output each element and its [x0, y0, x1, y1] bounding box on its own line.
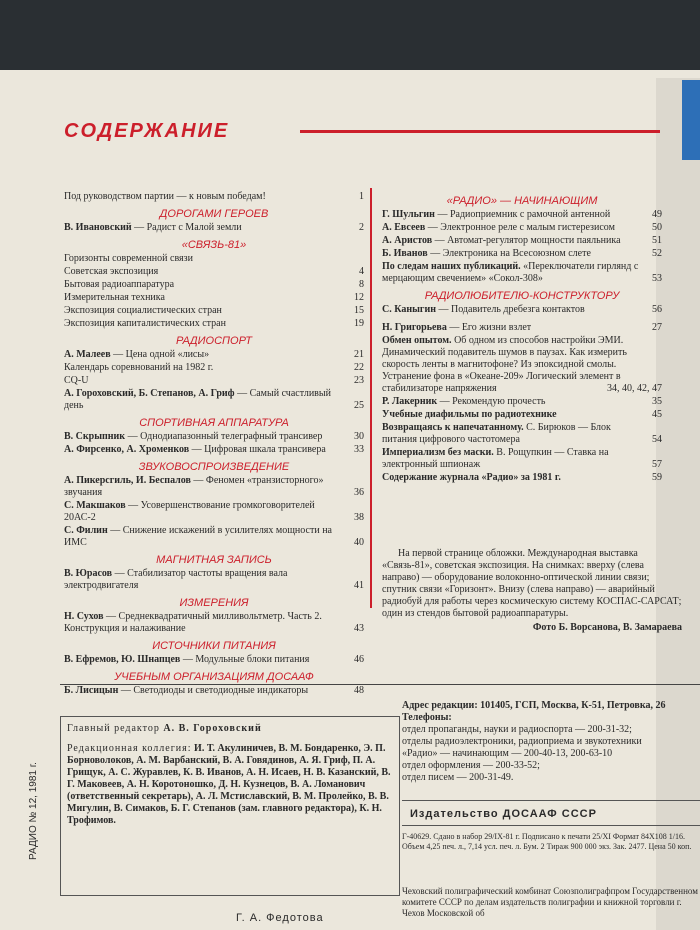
editorial-box	[60, 716, 400, 896]
contents-entry	[64, 349, 364, 361]
section-heading: ДОРОГАМИ ГЕРОЕВ	[159, 208, 269, 220]
contents-entry	[64, 685, 364, 697]
bottom-name: Г. А. Федотова	[236, 912, 324, 924]
blurb-page: 57	[652, 459, 662, 470]
entry-author: В. Ивановский	[64, 222, 132, 233]
entry-author: Б. Иванов	[382, 248, 428, 259]
blurb-entry	[382, 472, 662, 484]
entry-title: — Усовершенствование громкоговорителей 20АС-2	[64, 500, 315, 523]
section-heading: ИЗМЕРЕНИЯ	[179, 597, 249, 609]
editorial-address	[402, 700, 700, 784]
contents-entry	[64, 431, 364, 443]
entry-author: С. Каныгин	[382, 304, 436, 315]
blurb-text: В. Рощупкин — Ставка на электронный шпионаж	[382, 447, 609, 470]
entry-author: С. Макшаков	[64, 500, 126, 511]
entry-title: — Электроника на Всесоюзном слете	[430, 248, 591, 259]
phone-line: отдел пропаганды, науки и радиоспорта — 200-31-32;	[402, 724, 632, 735]
entry-title: CQ-U	[64, 375, 89, 386]
entry-author: А. Фирсенко, А. Хроменков	[64, 444, 190, 455]
entry-title: Календарь соревнований на 1982 г.	[64, 362, 214, 373]
contents-left-column	[64, 190, 364, 698]
entry-page: 50	[652, 222, 662, 233]
contents-title: СОДЕРЖАНИЕ	[64, 120, 230, 142]
section-heading: «РАДИО» — НАЧИНАЮЩИМ	[446, 195, 598, 207]
contents-entry	[382, 261, 662, 285]
contents-entry	[64, 305, 364, 317]
entry-page: 8	[359, 279, 364, 290]
section-heading: СПОРТИВНАЯ АППАРАТУРА	[139, 417, 289, 429]
board-members: И. Т. Акулиничев, В. М. Бондаренко, Э. П. Борноволоков, А. М. Варбанский, В. А. Говядинов, А. Я. Гриф, П. А. Грищук, А. С. Журавлев, К. В. Иванов, А. Н. Исаев, Н. В. Казанский, В. Г. Маковеев, А. Н. Коротоношко, Д. Н. Кузнецов, В. А. Ломанович (ответственный секретарь), А. Л. Мстиславский, В. М. Пролейко, В. В. Мигулин, В. Симаков, Б. Г. Степанов (зам. главного редактора), К. Н. Трофимов.	[67, 743, 391, 826]
blurb-page: 45	[652, 409, 662, 420]
publisher: Издательство ДОСААФ СССР	[402, 800, 700, 826]
blurb-author: Р. Лакерник	[382, 396, 438, 407]
entry-title: — Подавитель дребезга контактов	[438, 304, 585, 315]
column-divider	[370, 188, 372, 608]
blurb-text: — Рекомендую прочесть	[439, 396, 546, 407]
entry-title: — Стабилизатор частоты вращения вала электродвигателя	[64, 568, 288, 591]
printing-plant: Чеховский полиграфический комбинат Союзполиграфпром Государственном комитете СССР по делам издательств полиграфии и книжной торговли г. Чехов Московской об	[402, 886, 698, 918]
entry-page: 48	[354, 685, 364, 696]
entry-page: 1	[359, 191, 364, 202]
contents-entry	[382, 248, 662, 260]
entry-author: А. Малеев	[64, 349, 111, 360]
entry-author: С. Филин	[64, 525, 108, 536]
issue-label: РАДИО № 12, 1981 г.	[28, 762, 39, 860]
entry-title: — Автомат-регулятор мощности паяльника	[434, 235, 621, 246]
entry-author: А. Пикерсгиль, И. Беспалов	[64, 475, 191, 486]
phone-line: отделы радиоэлектроники, радиоприема и звукотехники	[402, 736, 642, 747]
entry-title: Под руководством партии — к новым победам!	[64, 191, 266, 202]
entry-title: Советская экспозиция	[64, 266, 159, 277]
contents-entry	[382, 304, 662, 316]
blurb-page: 59	[652, 472, 662, 483]
blurb-author: Империализм без маски.	[382, 447, 494, 458]
blurb-entry	[382, 422, 662, 446]
entry-author: В. Скрыпник	[64, 431, 126, 442]
entry-title: — Радиоприемник с рамочной антенной	[437, 209, 611, 220]
contents-entry	[64, 375, 364, 387]
entry-author: Б. Лисицын	[64, 685, 119, 696]
entry-title: — Однодиапазонный телеграфный трансивер	[127, 431, 323, 442]
entry-title: Измерительная техника	[64, 292, 165, 303]
entry-title: Бытовая радиоаппаратура	[64, 279, 175, 290]
entry-title: Горизонты современной связи	[64, 253, 193, 264]
contents-entry	[64, 500, 364, 524]
right-list	[382, 195, 662, 316]
entry-author: Н. Сухов	[64, 611, 104, 622]
entry-page: 49	[652, 209, 662, 220]
chief-editor	[67, 723, 393, 735]
entry-author: Г. Шульгин	[382, 209, 435, 220]
entry-title: — Радист с Малой земли	[134, 222, 242, 233]
blurb-entry	[382, 335, 662, 395]
entry-page: 23	[354, 375, 364, 386]
contents-entry	[64, 253, 364, 265]
entry-title: — Феномен «транзисторного» звучания	[64, 475, 324, 498]
entry-page: 41	[354, 580, 364, 591]
section-heading: «СВЯЗЬ-81»	[181, 239, 247, 251]
contents-entry	[64, 266, 364, 278]
entry-page: 38	[354, 512, 364, 523]
blurb-entry	[382, 447, 662, 471]
entry-author: А. Гороховский, Б. Степанов, А. Гриф	[64, 388, 235, 399]
section-heading: РАДИОЛЮБИТЕЛЮ-КОНСТРУКТОРУ	[424, 290, 620, 302]
entry-page: 15	[354, 305, 364, 316]
blurb-page: 54	[652, 434, 662, 445]
section-heading: РАДИОСПОРТ	[175, 335, 253, 347]
phone-line: отдел оформления — 200-33-52;	[402, 760, 540, 771]
cover-note	[382, 548, 682, 634]
cover-edge	[682, 80, 700, 160]
blurb-page: 27	[652, 322, 662, 333]
cover-credit: Фото Б. Ворсанова, В. Замараева	[532, 622, 682, 633]
entry-title: — Цена одной «лисы»	[113, 349, 210, 360]
contents-entry	[64, 292, 364, 304]
entry-page: 52	[652, 248, 662, 259]
contents-entry	[64, 525, 364, 549]
contents-entry	[64, 568, 364, 592]
contents-entry	[382, 209, 662, 221]
phone-line: отдел писем — 200-31-49.	[402, 772, 514, 783]
entry-page: 2	[359, 222, 364, 233]
entry-title: — Снижение искажений в усилителях мощности на ИМС	[64, 525, 332, 548]
blurb-page: 35	[652, 396, 662, 407]
contents-entry	[64, 444, 364, 456]
address-line: Адрес редакции: 101405, ГСП, Москва, К-51, Петровка, 26	[402, 700, 666, 711]
entry-author: А. Аристов	[382, 235, 433, 246]
contents-entry	[64, 279, 364, 291]
blurb-author: Учебные диафильмы по радиотехнике	[382, 409, 557, 420]
entry-page: 53	[652, 273, 662, 284]
blurb-entry	[382, 322, 662, 334]
blurb-entry	[382, 409, 662, 421]
phones-label: Телефоны:	[402, 712, 452, 723]
chief-editor-name: А. В. Гороховский	[163, 723, 262, 734]
right-blurb	[382, 322, 662, 484]
entry-page: 56	[652, 304, 662, 315]
entry-title: — Модульные блоки питания	[182, 654, 310, 665]
section-heading: УЧЕБНЫМ ОРГАНИЗАЦИЯМ ДОСААФ	[114, 671, 314, 683]
contents-entry	[64, 191, 364, 203]
entry-page: 12	[354, 292, 364, 303]
blurb-author: Возвращаясь к напечатанному.	[382, 422, 524, 433]
contents-entry	[64, 388, 364, 412]
entry-page: 21	[354, 349, 364, 360]
entry-title: Экспозиция капиталистических стран	[64, 318, 226, 329]
entry-title: «Переключатели гирлянд с мерцающим свечением» «Сокол-308»	[382, 261, 639, 284]
entry-title: — Светодиоды и светодиодные индикаторы	[120, 685, 309, 696]
entry-page: 22	[354, 362, 364, 373]
entry-page: 33	[354, 444, 364, 455]
entry-page: 30	[354, 431, 364, 442]
section-heading: МАГНИТНАЯ ЗАПИСЬ	[156, 554, 272, 566]
cover-note-text: На первой странице обложки. Международная выставка «Связь-81», советская экспозиция. На снимках: вверху (слева направо) — оборудование волоконно-оптической линии связи; спутник связи «Горизонт». Внизу (слева направо) — аварийный радиобуй для работы через космическую систему КОСПАС-САРСАТ; один из стендов бытовой радиоаппаратуры.	[382, 548, 682, 619]
contents-entry	[382, 235, 662, 247]
contents-entry	[64, 318, 364, 330]
entry-page: 43	[354, 623, 364, 634]
entry-page: 4	[359, 266, 364, 277]
entry-title: — Электронное реле с малым гистерезисом	[427, 222, 615, 233]
entry-author: А. Евсеев	[382, 222, 426, 233]
entry-author: В. Ефремов, Ю. Шнапцев	[64, 654, 181, 665]
blurb-text: — Его жизни взлет	[449, 322, 532, 333]
chief-editor-label: Главный редактор	[67, 723, 160, 734]
blurb-author: Обмен опытом.	[382, 335, 452, 346]
contents-entry	[64, 362, 364, 374]
entry-author: В. Юрасов	[64, 568, 113, 579]
phone-line: «Радио» — начинающим — 200-40-13, 200-63-10	[402, 748, 613, 759]
footer-rule	[60, 684, 700, 685]
contents-entry	[64, 611, 364, 635]
contents-entry	[64, 475, 364, 499]
contents-entry	[382, 222, 662, 234]
contents-right-column	[382, 190, 662, 485]
section-heading: ИСТОЧНИКИ ПИТАНИЯ	[152, 640, 276, 652]
title-rule	[300, 130, 660, 133]
entry-page: 51	[652, 235, 662, 246]
blurb-author: Н. Григорьева	[382, 322, 447, 333]
contents-entry	[64, 222, 364, 234]
entry-title: — Самый счастливый день	[64, 388, 331, 411]
editorial-board	[67, 743, 393, 827]
phones-list	[402, 724, 700, 784]
print-info: Г-40629. Сдано в набор 29/IX-81 г. Подписано к печати 25/XI Формат 84X108 1/16. Объем 4,25 печ. л., 7,14 усл. печ. л. Бум. 2 Тираж 900 000 экз. Зак. 2477. Цена 50 коп.	[402, 832, 692, 851]
entry-title: — Среднеквадратичный милливольтметр. Часть 2. Конструкция и налаживание	[64, 611, 322, 634]
blurb-page: 34, 40, 42, 47	[607, 383, 662, 394]
blurb-author: Содержание журнала «Радио» за 1981 г.	[382, 472, 561, 483]
contents-entry	[64, 654, 364, 666]
entry-title: Экспозиция социалистических стран	[64, 305, 222, 316]
blurb-text: Об одном из способов настройки ЭМИ. Динамический подавитель шумов в паузах. Как измерить скорость ленты в магнитофоне? Из эпоксидной смолы. Устранение фона в «Океане-209» Логический элемент в стабилизаторе напряжения	[382, 335, 627, 394]
entry-page: 40	[354, 537, 364, 548]
blurb-entry	[382, 396, 662, 408]
section-heading: ЗВУКОВОСПРОИЗВЕДЕНИЕ	[138, 461, 290, 473]
entry-page: 25	[354, 400, 364, 411]
entry-page: 36	[354, 487, 364, 498]
board-label: Редакционная коллегия:	[67, 743, 192, 754]
entry-title: — Цифровая шкала трансивера	[191, 444, 326, 455]
entry-page: 19	[354, 318, 364, 329]
blurb-text: С. Бирюков — Блок питания цифрового частотомера	[382, 422, 611, 445]
entry-page: 46	[354, 654, 364, 665]
entry-author: По следам наших публикаций.	[382, 261, 521, 272]
